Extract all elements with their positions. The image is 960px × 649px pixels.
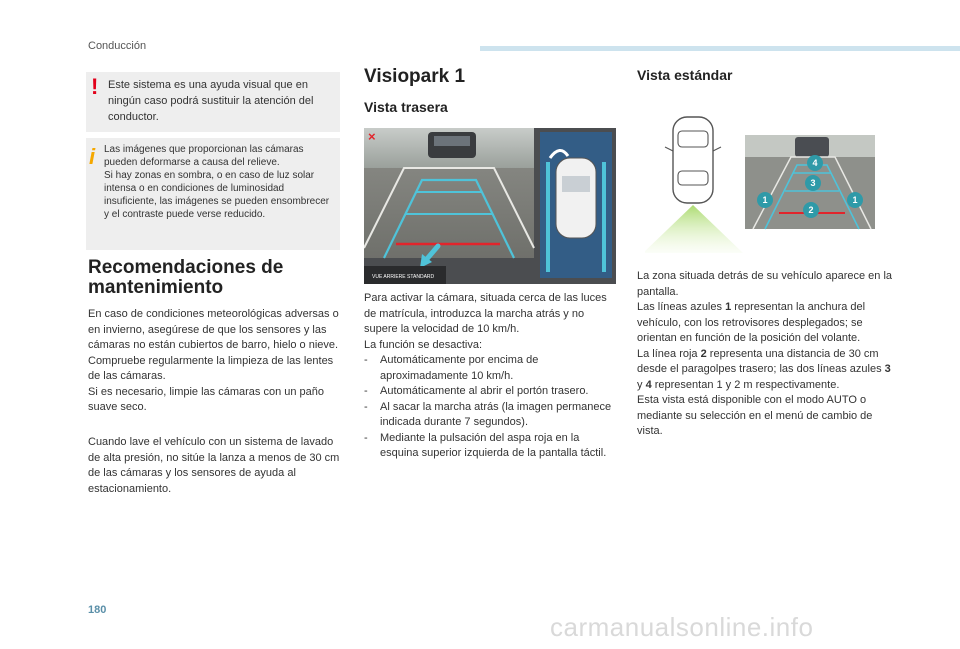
standard-view-illustration xyxy=(645,107,875,255)
rear-screen-close-icon: × xyxy=(368,129,376,144)
text-span: representan 1 y 2 m respectivamente. xyxy=(651,378,840,391)
section-title: Conducción xyxy=(88,40,147,52)
header-accent-bar xyxy=(480,46,960,51)
rear-screen-label: VUE ARRIERE STANDARD xyxy=(372,274,435,280)
rear-intro: Para activar la cámara, situada cerca de las luces de matrícula, introduzca la marcha atrás y no supere la velocidad de 10 km/h. xyxy=(364,292,607,335)
marker-2: 2 xyxy=(808,205,814,215)
maintenance-p2: Compruebe regularmente la limpieza de las lentes de las cámaras. xyxy=(88,354,334,382)
warning-icon: ! xyxy=(91,74,99,99)
standard-view-heading: Vista estándar xyxy=(637,67,733,83)
rear-view-heading: Vista trasera xyxy=(364,99,448,115)
rear-view-text xyxy=(364,291,614,462)
rear-deact-list xyxy=(364,353,614,462)
standard-p1: La zona situada detrás de su vehículo aparece en la pantalla. xyxy=(637,270,893,298)
page-number: 180 xyxy=(88,604,107,616)
marker-3: 3 xyxy=(810,178,816,188)
maintenance-p1: En caso de condiciones meteorológicas adversas o en invierno, asegúrese de que los sensores y las cámaras no están cubiertos de barro, hielo o nieve. xyxy=(88,308,339,351)
warning-text: Este sistema es una ayuda visual que en ningún caso podrá sustituir la atención del conductor. xyxy=(108,79,314,123)
text-span: 2 xyxy=(700,347,707,360)
text-span: 1 xyxy=(725,301,732,313)
rear-deact-title: La función se desactiva: xyxy=(364,338,483,351)
list-item: - Al sacar la marcha atrás (la imagen permanece indicada durante 7 segundos). xyxy=(364,400,614,431)
text-span: 4 xyxy=(645,378,652,391)
list-item: - Mediante la pulsación del aspa roja en la esquina superior izquierda de la pantalla táctil. xyxy=(364,431,614,462)
standard-p2 xyxy=(637,300,892,347)
standard-p4: Esta vista está disponible con el modo AUTO o mediante su selección en el menú de cambio de vista. xyxy=(637,394,873,437)
marker-4: 4 xyxy=(812,158,818,168)
list-item: - Automáticamente al abrir el portón trasero. xyxy=(364,384,614,400)
maintenance-text xyxy=(88,307,346,416)
info-text-2: Si hay zonas en sombra, o en caso de luz solar intensa o en condiciones de luminosidad insuficiente, las imágenes se pueden ensombrecer y el contraste puede verse reducido. xyxy=(104,170,330,220)
text-span: La línea roja xyxy=(637,347,701,360)
maintenance-heading: Recomendaciones de mantenimiento xyxy=(88,257,284,298)
marker-1-right: 1 xyxy=(852,195,858,205)
visiopark-heading: Visiopark 1 xyxy=(364,66,466,87)
info-note xyxy=(86,138,340,250)
standard-p3 xyxy=(637,347,892,394)
rear-camera-screen-illustration xyxy=(364,128,616,284)
info-text-1: Las imágenes que proporcionan las cámaras pueden deformarse a causa del relieve. xyxy=(104,144,304,168)
list-item: - Automáticamente por encima de aproximadamente 10 km/h. xyxy=(364,353,614,384)
text-span: y xyxy=(637,378,646,391)
warning-note xyxy=(86,72,340,132)
text-span: 3 xyxy=(884,363,891,375)
marker-1-left: 1 xyxy=(762,195,768,205)
watermark: carmanualsonline.info xyxy=(550,612,814,642)
washing-p: Cuando lave el vehículo con un sistema de lavado de alta presión, no sitúe la lanza a menos de 30 cm de las cámaras y los sensores de ayuda al estacionamiento. xyxy=(88,436,340,495)
text-span: representa una distancia de 30 cm desde el paragolpes trasero; las dos líneas azules xyxy=(637,347,885,375)
maintenance-p3: Si es necesario, limpie las cámaras con un paño suave seco. xyxy=(88,385,325,413)
info-icon: i xyxy=(89,144,96,169)
text-span: representan la anchura del vehículo, con los retrovisores desplegados; se orientan en función de la posición del volante. xyxy=(637,301,866,344)
text-span: Las líneas azules xyxy=(637,301,726,313)
standard-view-text xyxy=(637,269,892,440)
washing-text xyxy=(88,435,346,497)
